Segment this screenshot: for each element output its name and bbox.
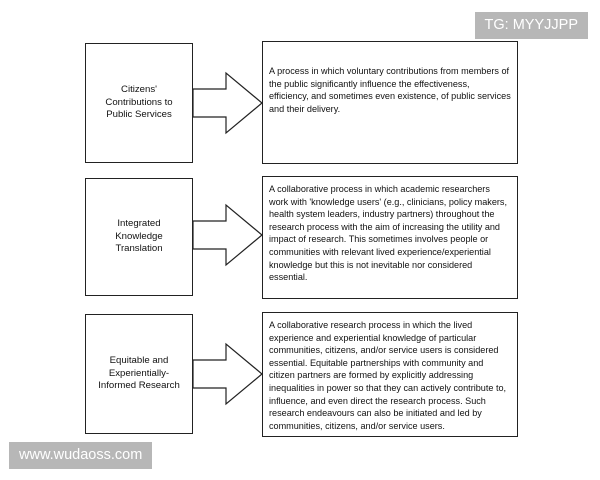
term-label: Equitable and Experientially-Informed Research [98, 355, 180, 392]
definition-text: A collaborative research process in which the lived experience and experiential knowledge of particular communities, citizens, and/or service users is considered essential. Equitable partnerships with community and citizen partners are formed by explicitly addressing inequalities in power so that they can actively contribute to, influence, and even direct the research process. Such research endeavours can also be initiated and led by communities, citizens, and/or service users. [269, 320, 507, 431]
definition-box-equitable-research [262, 312, 518, 437]
watermark-top: TG: MYYJJPP [475, 12, 588, 39]
term-box-integrated-knowledge-translation [85, 178, 193, 296]
right-arrow-icon [192, 343, 264, 405]
watermark-bottom: www.wudaoss.com [9, 442, 152, 469]
definition-box-integrated-knowledge-translation [262, 176, 518, 299]
definition-text: A process in which voluntary contributions from members of the public significantly influence the effectiveness, efficiency, and sometimes even existence, of public services and their delivery. [269, 66, 511, 114]
right-arrow-icon [192, 72, 264, 134]
term-box-citizens-contributions [85, 43, 193, 163]
term-box-equitable-research [85, 314, 193, 434]
term-label: Integrated Knowledge Translation [115, 218, 163, 255]
definition-box-citizens-contributions [262, 41, 518, 164]
term-label: Citizens' Contributions to Public Services [105, 84, 173, 121]
definition-text: A collaborative process in which academic researchers work with 'knowledge users' (e.g., clinicians, policy makers, health system leaders, industry partners) throughout the research process with the aim of increasing the utility and impact of research. This sometimes involves people or communities with relevant lived experience/experiential knowledge but this is not inevitable nor considered essential. [269, 184, 507, 283]
right-arrow-icon [192, 204, 264, 266]
